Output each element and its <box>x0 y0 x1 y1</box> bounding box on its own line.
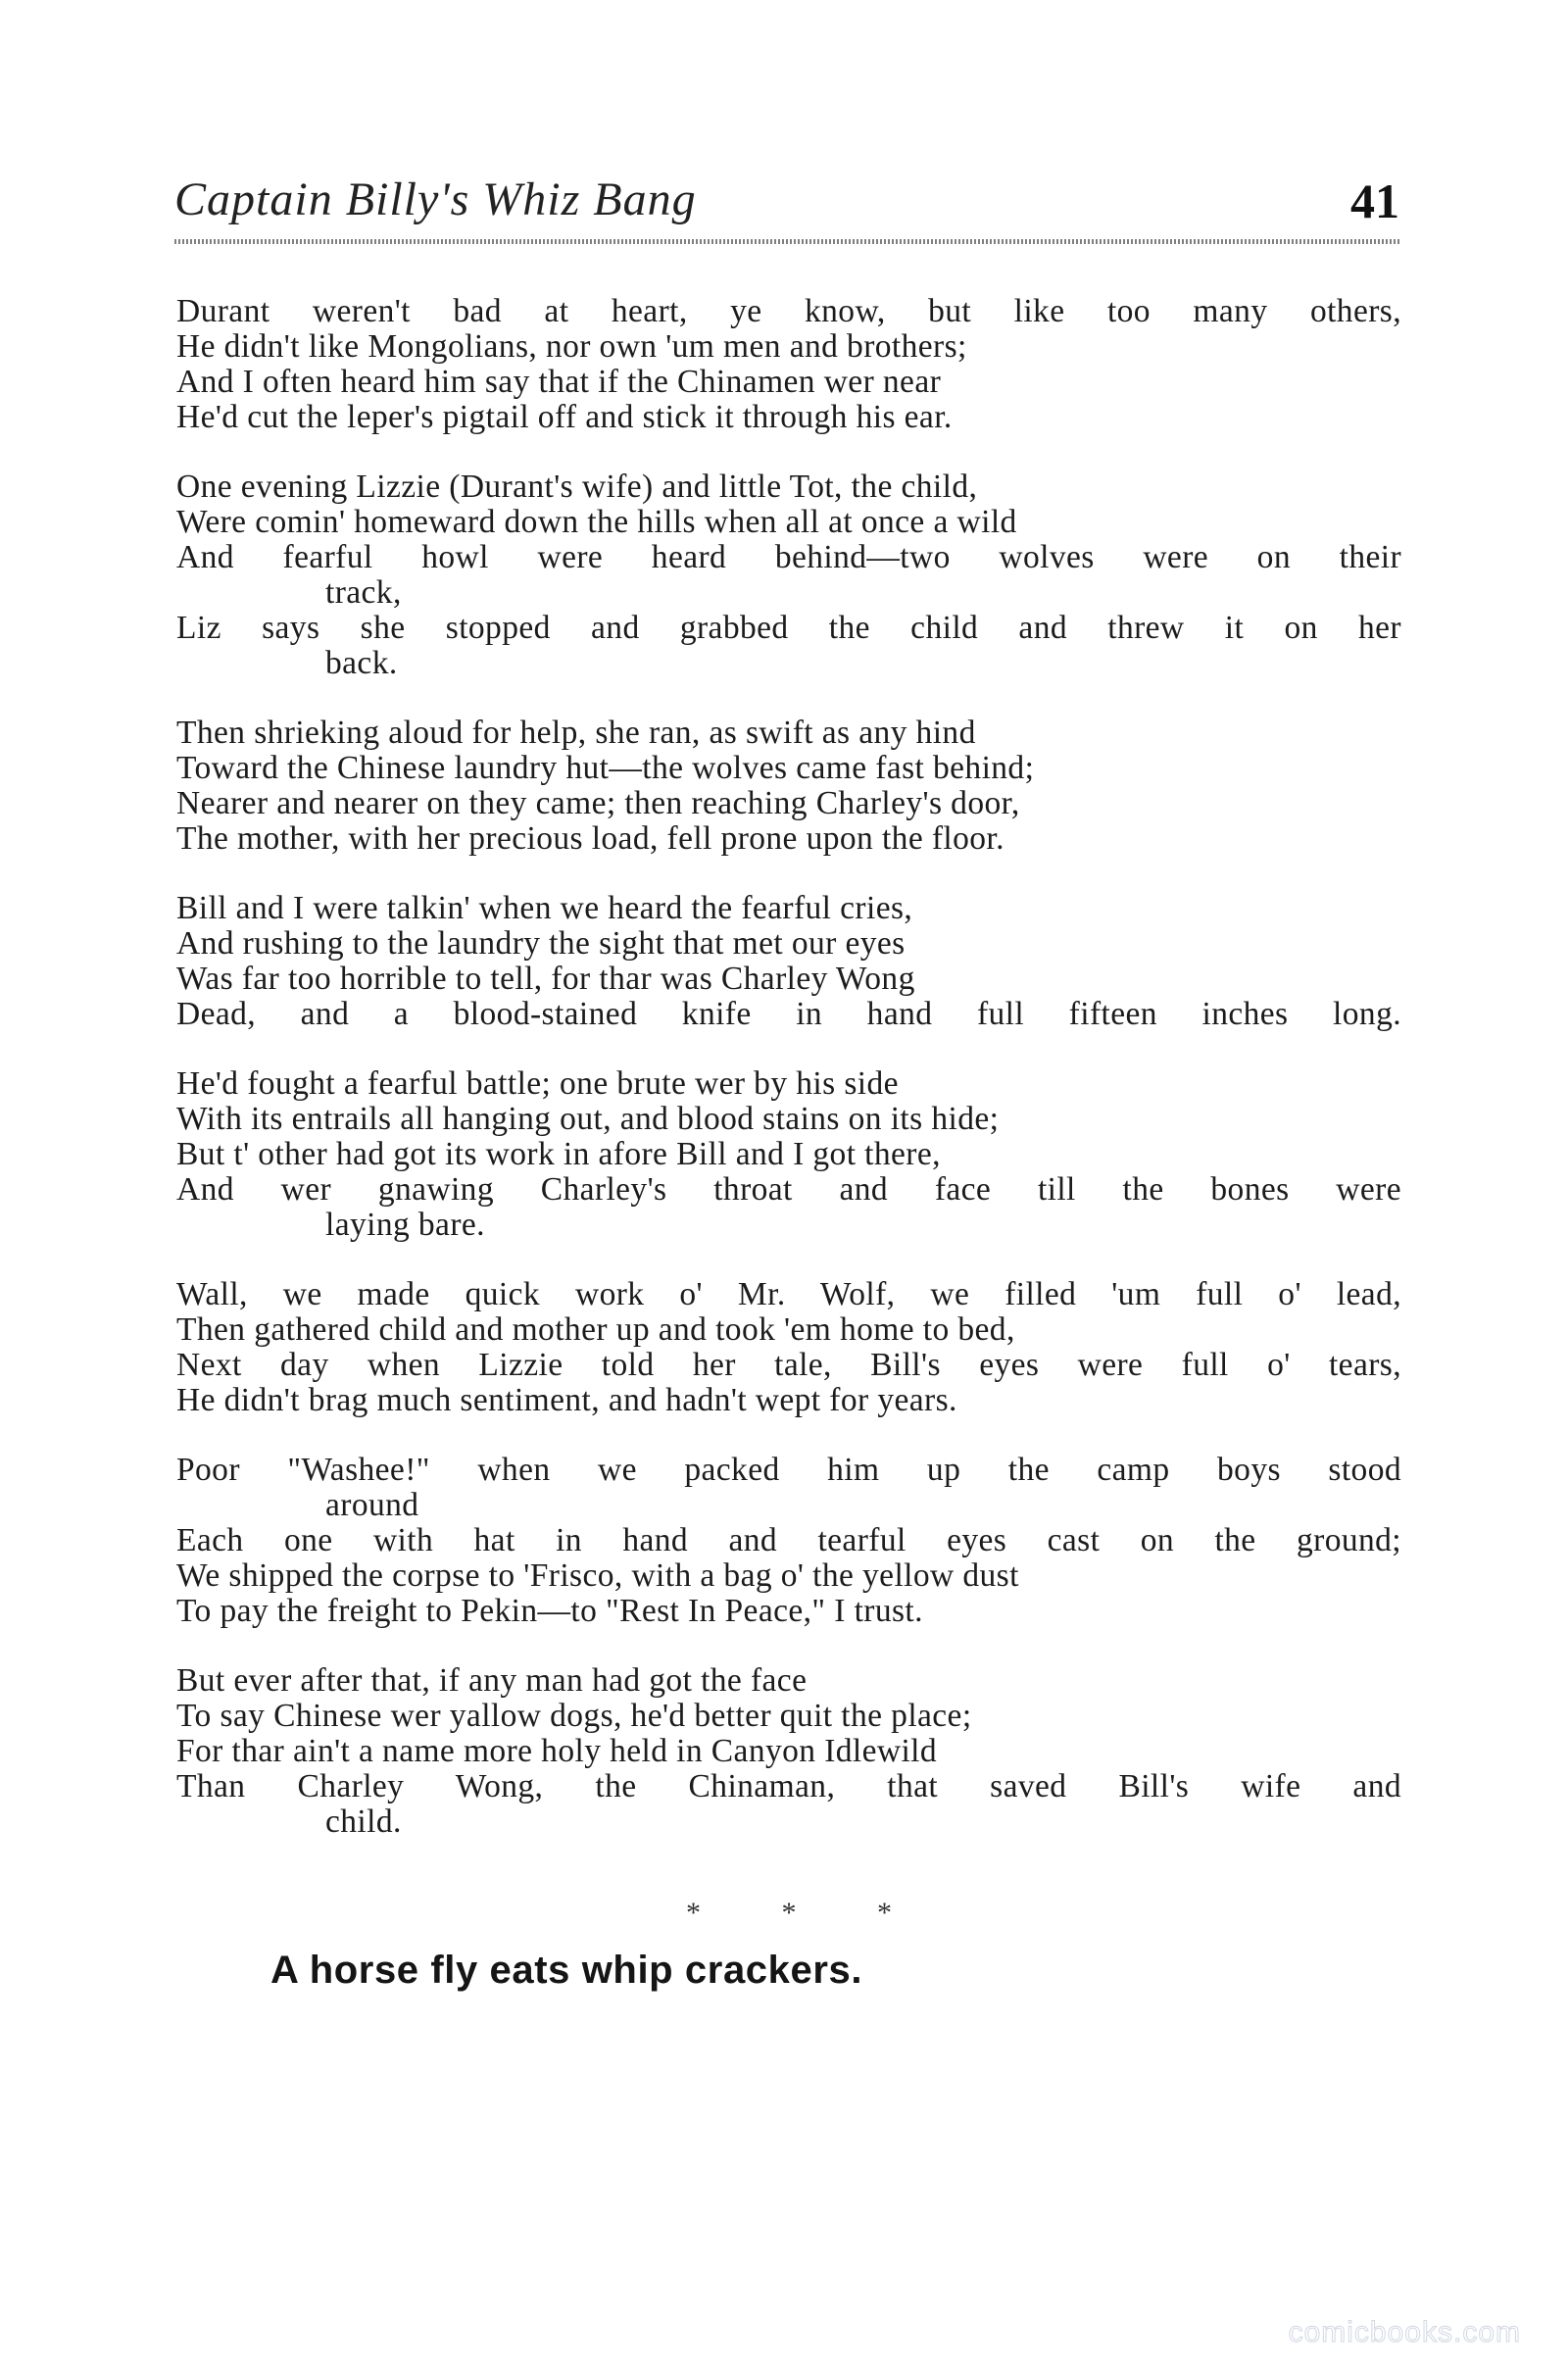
poem-line: But ever after that, if any man had got the face <box>176 1662 808 1699</box>
asterisk-ornament: * <box>877 1897 892 1929</box>
stanza <box>176 1663 1401 1840</box>
poem-line: Then gathered child and mother up and took 'em home to bed, <box>176 1311 1015 1348</box>
poem-line: Durant weren't bad at heart, ye know, but like too many others, <box>176 293 1401 329</box>
stanza <box>176 1453 1401 1629</box>
stanza <box>176 1066 1401 1243</box>
stanza <box>176 294 1401 435</box>
poem-line: Each one with hat in hand and tearful eyes cast on the ground; <box>176 1522 1401 1558</box>
poem-line: One evening Lizzie (Durant's wife) and little Tot, the child, <box>176 469 978 505</box>
poem-line-continuation: child. <box>325 1803 402 1840</box>
poem-line: And rushing to the laundry the sight that met our eyes <box>176 925 906 962</box>
poem-line: Nearer and nearer on they came; then reaching Charley's door, <box>176 785 1020 821</box>
poem-line: To say Chinese wer yallow dogs, he'd better quit the place; <box>176 1698 972 1734</box>
poem-line: Wall, we made quick work o' Mr. Wolf, we filled 'um full o' lead, <box>176 1276 1401 1312</box>
poem-line: The mother, with her precious load, fell prone upon the floor. <box>176 820 1004 857</box>
filler-joke: A horse fly eats whip crackers. <box>270 1949 863 1992</box>
poem-line: Were comin' homeward down the hills when all at once a wild <box>176 504 1017 540</box>
poem <box>176 294 1401 1874</box>
stanza <box>176 1277 1401 1418</box>
poem-line: Next day when Lizzie told her tale, Bill's eyes were full o' tears, <box>176 1347 1401 1383</box>
poem-line: Poor "Washee!" when we packed him up the camp boys stood <box>176 1452 1401 1488</box>
poem-line: He'd fought a fearful battle; one brute wer by his side <box>176 1065 899 1102</box>
poem-line-continuation: back. <box>325 645 398 681</box>
stanza <box>176 469 1401 681</box>
poem-line: Liz says she stopped and grabbed the child and threw it on her <box>176 610 1401 646</box>
section-separator <box>686 1897 892 1930</box>
poem-line: And I often heard him say that if the Chinamen wer near <box>176 364 942 400</box>
poem-line: Than Charley Wong, the Chinaman, that saved Bill's wife and <box>176 1768 1401 1804</box>
poem-line-continuation: laying bare. <box>325 1207 485 1243</box>
page-number: 41 <box>1350 173 1399 228</box>
poem-line: For thar ain't a name more holy held in Canyon Idlewild <box>176 1733 938 1769</box>
poem-line: Was far too horrible to tell, for thar was Charley Wong <box>176 961 915 997</box>
poem-line: He didn't brag much sentiment, and hadn't wept for years. <box>176 1382 957 1418</box>
poem-line: We shipped the corpse to 'Frisco, with a bag o' the yellow dust <box>176 1557 1019 1594</box>
poem-line-continuation: around <box>325 1487 419 1523</box>
running-title: Captain Billy's Whiz Bang <box>174 173 697 225</box>
poem-line-continuation: track, <box>325 574 402 611</box>
poem-line: He didn't like Mongolians, nor own 'um men and brothers; <box>176 328 967 365</box>
poem-line: And fearful howl were heard behind—two wolves were on their <box>176 539 1401 575</box>
poem-line: He'd cut the leper's pigtail off and stick it through his ear. <box>176 399 953 435</box>
poem-line: Bill and I were talkin' when we heard the fearful cries, <box>176 890 913 926</box>
header-rule <box>174 239 1399 244</box>
poem-line: But t' other had got its work in afore Bill and I got there, <box>176 1136 941 1172</box>
asterisk-ornament: * <box>686 1897 701 1929</box>
page-header <box>174 173 1399 241</box>
poem-line: Dead, and a blood-stained knife in hand full fifteen inches long. <box>176 996 1401 1032</box>
poem-line: Toward the Chinese laundry hut—the wolves came fast behind; <box>176 750 1035 786</box>
poem-line: And wer gnawing Charley's throat and face till the bones were <box>176 1171 1401 1208</box>
poem-line: With its entrails all hanging out, and blood stains on its hide; <box>176 1101 1000 1137</box>
stanza <box>176 891 1401 1032</box>
watermark: comicbooks.com <box>1288 2316 1521 2348</box>
poem-line: To pay the freight to Pekin—to "Rest In Peace," I trust. <box>176 1593 923 1629</box>
asterisk-ornament: * <box>781 1897 797 1929</box>
poem-line: Then shrieking aloud for help, she ran, as swift as any hind <box>176 715 976 751</box>
stanza <box>176 716 1401 857</box>
